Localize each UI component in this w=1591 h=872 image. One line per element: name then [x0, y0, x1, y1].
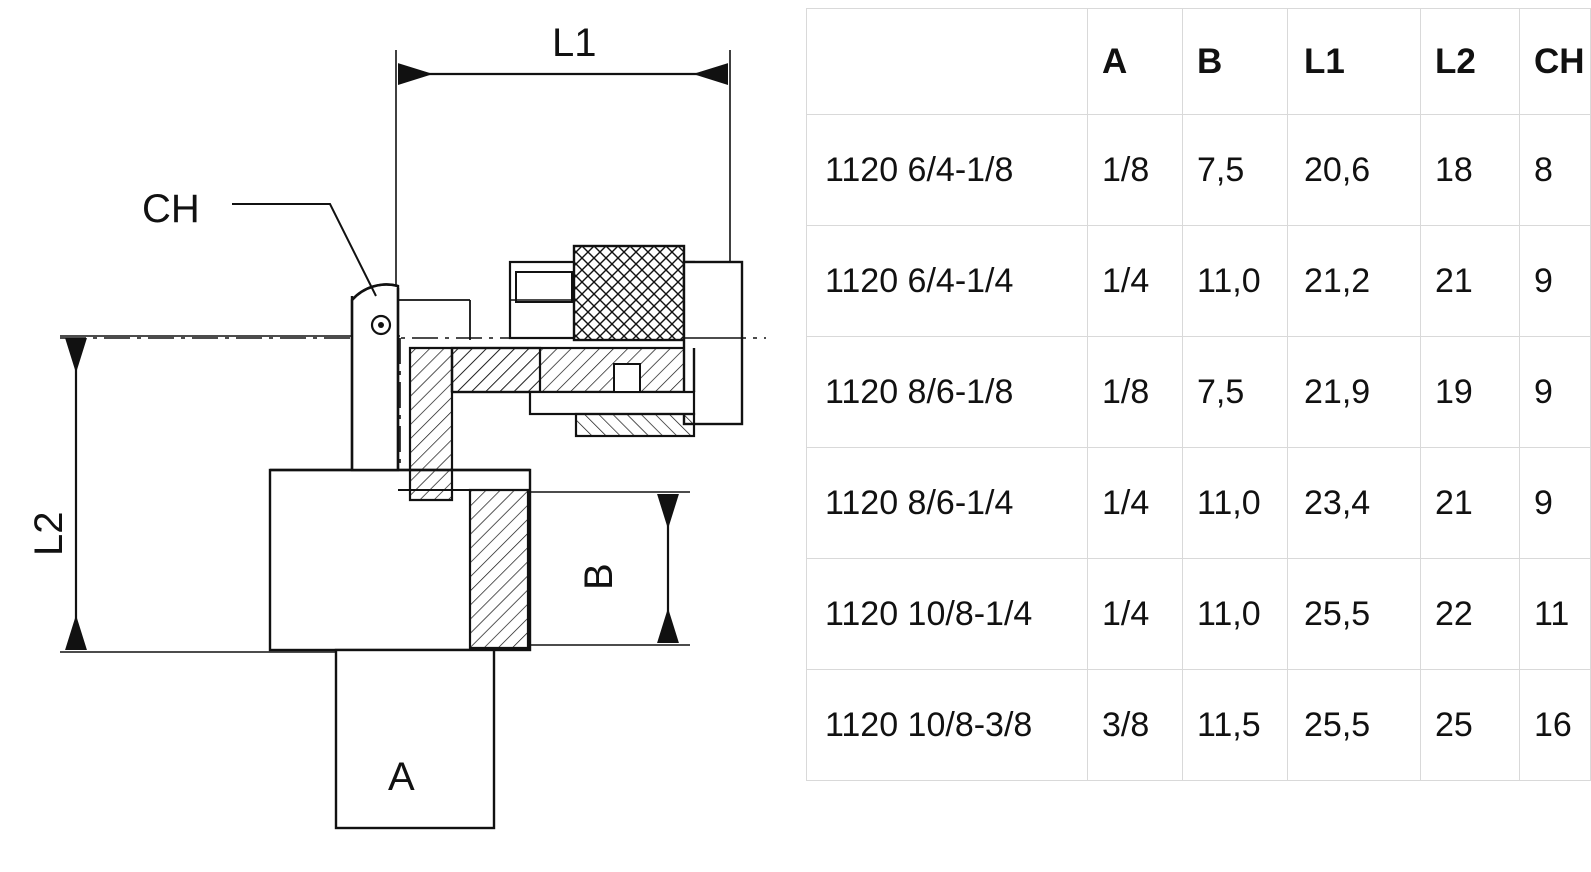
header-a: A [1088, 9, 1183, 115]
header-l2: L2 [1421, 9, 1520, 115]
cell-b: 11,5 [1183, 670, 1288, 781]
header-model [807, 9, 1088, 115]
cell-l2: 21 [1421, 448, 1520, 559]
cell-l2: 18 [1421, 115, 1520, 226]
table-row [807, 337, 1591, 448]
label-ch: CH [142, 187, 200, 231]
cell-b: 11,0 [1183, 559, 1288, 670]
cell-b: 11,0 [1183, 448, 1288, 559]
header-b: B [1183, 9, 1288, 115]
threaded-stem [452, 246, 742, 436]
drawing-geometry [60, 50, 766, 828]
leader-ch [232, 204, 376, 296]
cell-a: 1/8 [1088, 337, 1183, 448]
cell-ch: 9 [1520, 337, 1591, 448]
label-l2: L2 [27, 511, 71, 556]
cell-b: 7,5 [1183, 115, 1288, 226]
cell-a: 1/4 [1088, 226, 1183, 337]
cell-b: 11,0 [1183, 226, 1288, 337]
cell-l1: 25,5 [1288, 670, 1421, 781]
table-row [807, 448, 1591, 559]
cell-l1: 25,5 [1288, 559, 1421, 670]
label-a: A [388, 755, 415, 799]
cell-l1: 21,9 [1288, 337, 1421, 448]
cell-model: 1120 8/6-1/4 [807, 448, 1088, 559]
spec-table [806, 8, 1591, 781]
cell-a: 1/4 [1088, 559, 1183, 670]
cell-ch: 9 [1520, 226, 1591, 337]
table-row [807, 559, 1591, 670]
header-ch: CH [1520, 9, 1591, 115]
table-row [807, 226, 1591, 337]
cell-a: 3/8 [1088, 670, 1183, 781]
table-row [807, 670, 1591, 781]
spec-table-panel [806, 8, 1585, 781]
label-b: B [577, 563, 621, 590]
cell-a: 1/4 [1088, 448, 1183, 559]
cell-ch: 11 [1520, 559, 1591, 670]
cell-model: 1120 6/4-1/8 [807, 115, 1088, 226]
cell-a: 1/8 [1088, 115, 1183, 226]
cell-l2: 25 [1421, 670, 1520, 781]
header-l1: L1 [1288, 9, 1421, 115]
cell-ch: 9 [1520, 448, 1591, 559]
cell-ch: 16 [1520, 670, 1591, 781]
label-l1: L1 [552, 21, 597, 65]
cell-l1: 20,6 [1288, 115, 1421, 226]
table-header-row [807, 9, 1591, 115]
cell-b: 7,5 [1183, 337, 1288, 448]
cell-model: 1120 10/8-3/8 [807, 670, 1088, 781]
cell-ch: 8 [1520, 115, 1591, 226]
table-row [807, 115, 1591, 226]
cell-model: 1120 6/4-1/4 [807, 226, 1088, 337]
cell-model: 1120 8/6-1/8 [807, 337, 1088, 448]
cell-l2: 22 [1421, 559, 1520, 670]
cell-l2: 21 [1421, 226, 1520, 337]
cell-l1: 23,4 [1288, 448, 1421, 559]
cell-l1: 21,2 [1288, 226, 1421, 337]
cell-model: 1120 10/8-1/4 [807, 559, 1088, 670]
cell-l2: 19 [1421, 337, 1520, 448]
